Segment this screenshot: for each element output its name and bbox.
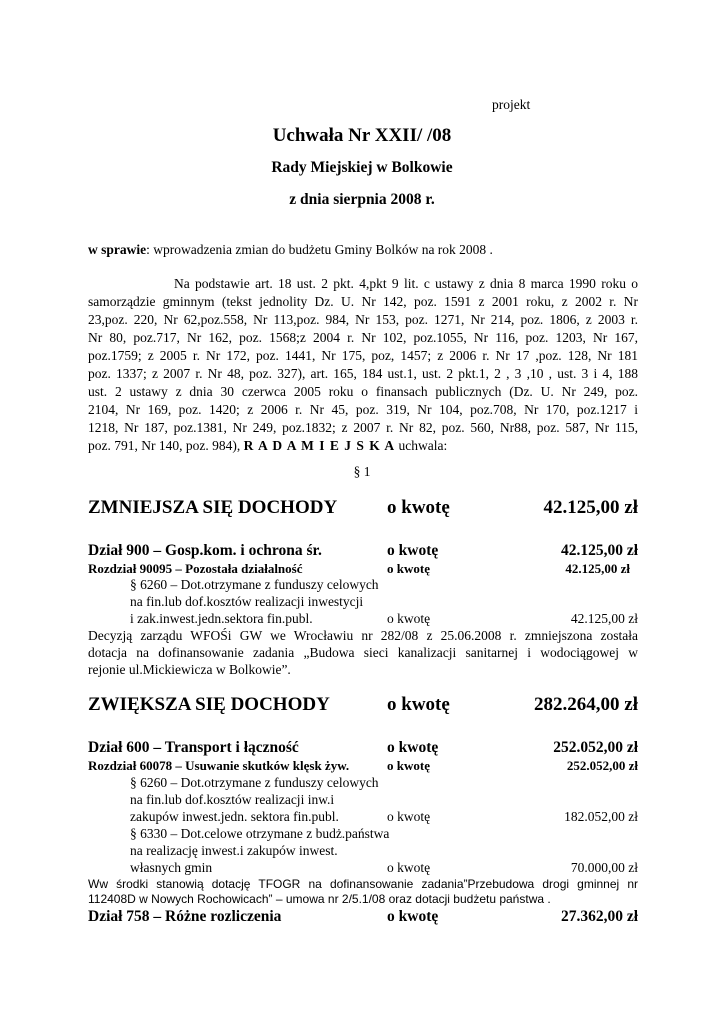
decrease-rozdzial-amount: 42.125,00 zł xyxy=(565,561,630,576)
increase-rozdzial: Rozdział 60078 – Usuwanie skutków klęsk żyw. xyxy=(88,758,350,773)
decrease-rozdzial-kwota: o kwotę xyxy=(387,561,430,576)
increase-item2-line: na realizację inwest.i zakupów inwest. xyxy=(130,843,338,858)
increase-heading: ZWIĘKSZA SIĘ DOCHODY xyxy=(88,694,330,715)
subject-line xyxy=(88,242,493,258)
increase-note-last: 112408D w Nowych Rochowicach” – umowa nr 2/5.1/08 oraz dotacji budżetu państwa . xyxy=(88,892,551,906)
increase-item1-line: zakupów inwest.jedn. sektora fin.publ. xyxy=(130,809,339,824)
decrease-kwota-label: o kwotę xyxy=(387,497,450,518)
subject-text: : wprowadzenia zmian do budżetu Gminy Bolków na rok 2008 . xyxy=(146,242,493,257)
legal-basis-line: poz. 1337; z 2007 r. Nr 48, poz. 327), art. 165, 184 ust.1, ust. 2 pkt.1, 2 , 3 ,10 , ust. 3 i 4, 188 xyxy=(88,366,638,381)
increase-dzial: Dział 600 – Transport i łączność xyxy=(88,739,299,756)
increase-note-line: Ww środki stanowią dotację TFOGR na dofinansowanie zadania”Przebudowa drogi gminnej nr xyxy=(88,877,638,891)
increase-rozdzial-kwota: o kwotę xyxy=(387,758,430,773)
increase-item2-amount: 70.000,00 zł xyxy=(570,860,638,875)
decrease-dzial-amount: 42.125,00 zł xyxy=(560,542,638,559)
dzial-758-kwota: o kwotę xyxy=(387,908,439,925)
decrease-item-amount: 42.125,00 zł xyxy=(570,611,638,626)
decrease-heading: ZMNIEJSZA SIĘ DOCHODY xyxy=(88,497,338,518)
legal-basis-line: 2104, Nr 169, poz. 1420; z 2006 r. Nr 45, poz. 319, Nr 104, poz.708, Nr 170, poz.1217 i xyxy=(88,402,638,417)
legal-basis-line: Nr 80, poz.717, Nr 162, poz. 1568;z 2004 r. Nr 102, poz.1055, Nr 116, poz. 1203, Nr 167, xyxy=(88,330,638,345)
legal-basis-last-line xyxy=(88,438,447,454)
decrease-item-line: i zak.inwest.jedn.sektora fin.publ. xyxy=(130,611,313,626)
legal-basis-line: poz.1759; z 2005 r. Nr 172, poz. 1441, Nr 175, poz, 1457; z 2006 r. Nr 17 ,poz. 128, Nr 181 xyxy=(88,348,638,363)
increase-kwota-label: o kwotę xyxy=(387,694,450,715)
paragraph-mark: § 1 xyxy=(353,464,371,479)
decrease-note-last: rejonie ul.Mickiewicza w Bolkowie”. xyxy=(88,662,291,677)
council-name: Rady Miejskiej w Bolkowie xyxy=(271,159,453,176)
increase-item1-line: § 6260 – Dot.otrzymane z funduszy celowych xyxy=(130,775,379,790)
increase-item1-amount: 182.052,00 zł xyxy=(564,809,638,824)
decrease-dzial-kwota: o kwotę xyxy=(387,542,439,559)
decrease-item-line: na fin.lub dof.kosztów realizacji inwestycji xyxy=(130,594,364,609)
increase-item2-line: § 6330 – Dot.celowe otrzymane z budż.państwa xyxy=(130,826,390,841)
decrease-note-line: Decyzją zarządu WFOŚi GW we Wrocławiu nr 282/08 z 25.06.2008 r. zmniejszona została xyxy=(88,628,638,643)
legal-basis-line: samorządzie gminnym (tekst jednolity Dz. U. Nr 142, poz. 1591 z 2001 roku, z 2002 r. Nr xyxy=(88,294,638,309)
increase-rozdzial-amount: 252.052,00 zł xyxy=(566,758,638,773)
subject-label: w sprawie xyxy=(88,242,147,257)
dzial-758: Dział 758 – Różne rozliczenia xyxy=(88,908,282,925)
decrease-note-line: dotacja na dofinansowanie zadania „Budowa sieci kanalizacji sanitarnej i wodociągowej w xyxy=(88,645,638,660)
increase-item1-kwota: o kwotę xyxy=(387,809,431,824)
legal-basis-last-text: poz. 791, Nr 140, poz. 984), xyxy=(88,438,244,453)
increase-item1-line: na fin.lub dof.kosztów realizacji inw.i xyxy=(130,792,335,807)
increase-dzial-amount: 252.052,00 zł xyxy=(553,739,638,756)
decrease-item-line: § 6260 – Dot.otrzymane z funduszy celowych xyxy=(130,577,379,592)
legal-basis-line: Na podstawie art. 18 ust. 2 pkt. 4,pkt 9 lit. c ustawy z dnia 8 marca 1990 roku o xyxy=(174,276,638,291)
increase-item2-kwota: o kwotę xyxy=(387,860,431,875)
dzial-758-amount: 27.362,00 zł xyxy=(560,908,638,925)
resolution-title: Uchwała Nr XXII/ /08 xyxy=(272,125,452,146)
increase-amount: 282.264,00 zł xyxy=(534,694,638,715)
decrease-amount: 42.125,00 zł xyxy=(543,497,638,518)
increase-item2-line: własnych gmin xyxy=(130,860,213,875)
resolution-date: z dnia sierpnia 2008 r. xyxy=(289,191,435,208)
legal-basis-line: ust. 2 ustawy z dnia 30 czerwca 2005 roku o finansach publicznych (Dz. U. Nr 249, poz. xyxy=(88,384,638,399)
decrease-item-kwota: o kwotę xyxy=(387,611,431,626)
decrease-rozdzial: Rozdział 90095 – Pozostała działalność xyxy=(88,561,303,576)
uchwala-word: uchwala: xyxy=(395,438,448,453)
increase-dzial-kwota: o kwotę xyxy=(387,739,439,756)
rada-miejska: R A D A M I E J S K A xyxy=(243,438,396,453)
legal-basis-line: 1218, Nr 187, poz.1381, Nr 249, poz.1832; z 2007 r. Nr 82, poz. 560, Nr88, poz. 587, Nr 115, xyxy=(88,420,638,435)
draft-label: projekt xyxy=(492,97,531,112)
decrease-dzial: Dział 900 – Gosp.kom. i ochrona śr. xyxy=(88,542,322,559)
legal-basis-line: 23,poz. 220, Nr 62,poz.558, Nr 113,poz. 984, Nr 153, poz. 1271, Nr 214, poz. 1806, z 2003 r. xyxy=(88,312,638,327)
